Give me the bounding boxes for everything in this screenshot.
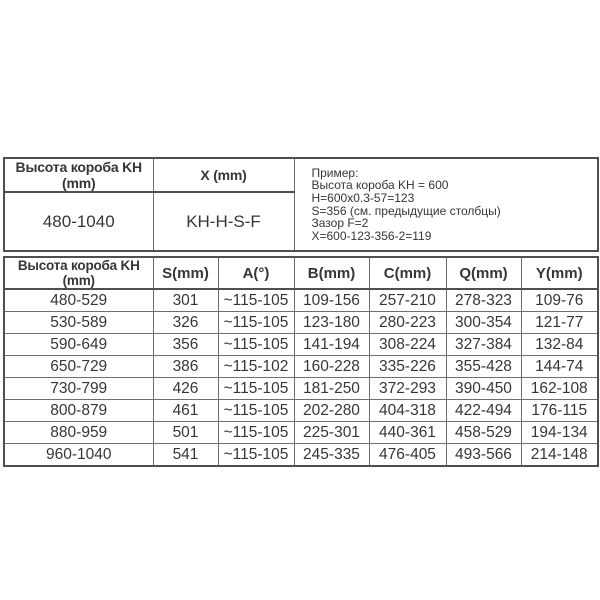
col-header-kh: Высота короба KH (mm) [4, 257, 153, 289]
summary-kh-range-value: 480-1040 [4, 192, 153, 251]
cell-a: ~115-105 [218, 312, 294, 334]
calculation-example-note [294, 158, 598, 251]
cell-y: 214-148 [521, 444, 598, 467]
cell-a: ~115-105 [218, 422, 294, 444]
cell-b: 245-335 [294, 444, 369, 467]
dimensions-row [4, 422, 598, 444]
cell-q: 355-428 [446, 356, 521, 378]
cell-a: ~115-105 [218, 378, 294, 400]
cell-c: 372-293 [369, 378, 446, 400]
cell-kh-range: 650-729 [4, 356, 153, 378]
cell-s: 461 [153, 400, 218, 422]
dimensions-row [4, 334, 598, 356]
dimensions-row [4, 378, 598, 400]
example-line: H=600x0.3-57=123 [311, 190, 415, 205]
cell-a: ~115-105 [218, 444, 294, 467]
cell-c: 476-405 [369, 444, 446, 467]
cell-s: 386 [153, 356, 218, 378]
cell-s: 326 [153, 312, 218, 334]
cell-y: 176-115 [521, 400, 598, 422]
cell-b: 225-301 [294, 422, 369, 444]
summary-table [3, 157, 599, 252]
cell-s: 301 [153, 289, 218, 312]
cell-y: 144-74 [521, 356, 598, 378]
summary-col-header-x: X (mm) [153, 158, 294, 192]
cell-b: 181-250 [294, 378, 369, 400]
example-line: X=600-123-356-2=119 [311, 228, 432, 243]
cell-c: 257-210 [369, 289, 446, 312]
cell-s: 541 [153, 444, 218, 467]
dimensions-row [4, 444, 598, 467]
col-header-b: B(mm) [294, 257, 369, 289]
example-line: S=356 (см. предыдущие столбцы) [311, 203, 501, 218]
col-header-q: Q(mm) [446, 257, 521, 289]
cell-kh-range: 960-1040 [4, 444, 153, 467]
cell-c: 308-224 [369, 334, 446, 356]
cell-a: ~115-105 [218, 400, 294, 422]
col-header-a: A(°) [218, 257, 294, 289]
cell-kh-range: 800-879 [4, 400, 153, 422]
cell-y: 109-76 [521, 289, 598, 312]
cell-q: 390-450 [446, 378, 521, 400]
cell-a: ~115-105 [218, 334, 294, 356]
cell-q: 300-354 [446, 312, 521, 334]
cell-kh-range: 730-799 [4, 378, 153, 400]
cell-b: 141-194 [294, 334, 369, 356]
dimensions-row [4, 356, 598, 378]
cell-q: 458-529 [446, 422, 521, 444]
cell-s: 501 [153, 422, 218, 444]
cell-s: 356 [153, 334, 218, 356]
cell-a: ~115-102 [218, 356, 294, 378]
cell-c: 440-361 [369, 422, 446, 444]
cell-q: 327-384 [446, 334, 521, 356]
cell-y: 121-77 [521, 312, 598, 334]
cell-c: 280-223 [369, 312, 446, 334]
cell-kh-range: 480-529 [4, 289, 153, 312]
cell-c: 335-226 [369, 356, 446, 378]
col-header-c: C(mm) [369, 257, 446, 289]
cell-q: 422-494 [446, 400, 521, 422]
summary-col-header-kh: Высота короба KH (mm) [4, 158, 153, 192]
cell-kh-range: 880-959 [4, 422, 153, 444]
example-line: Зазор F=2 [311, 216, 369, 231]
dimensions-table [3, 256, 599, 467]
cell-q: 493-566 [446, 444, 521, 467]
example-line: Высота короба KH = 600 [311, 178, 449, 193]
summary-header-row [4, 158, 598, 192]
summary-x-formula-value: KH-H-S-F [153, 192, 294, 251]
cell-y: 132-84 [521, 334, 598, 356]
dimensions-row [4, 289, 598, 312]
cell-kh-range: 590-649 [4, 334, 153, 356]
col-header-s: S(mm) [153, 257, 218, 289]
cell-y: 162-108 [521, 378, 598, 400]
dimensions-header-row [4, 257, 598, 289]
spec-tables-block [3, 157, 597, 467]
dimensions-row [4, 400, 598, 422]
cell-b: 123-180 [294, 312, 369, 334]
cell-q: 278-323 [446, 289, 521, 312]
col-header-y: Y(mm) [521, 257, 598, 289]
dimensions-row [4, 312, 598, 334]
cell-kh-range: 530-589 [4, 312, 153, 334]
cell-c: 404-318 [369, 400, 446, 422]
example-line: Пример: [311, 165, 359, 180]
cell-a: ~115-105 [218, 289, 294, 312]
cell-b: 109-156 [294, 289, 369, 312]
cell-y: 194-134 [521, 422, 598, 444]
cell-b: 160-228 [294, 356, 369, 378]
cell-s: 426 [153, 378, 218, 400]
cell-b: 202-280 [294, 400, 369, 422]
